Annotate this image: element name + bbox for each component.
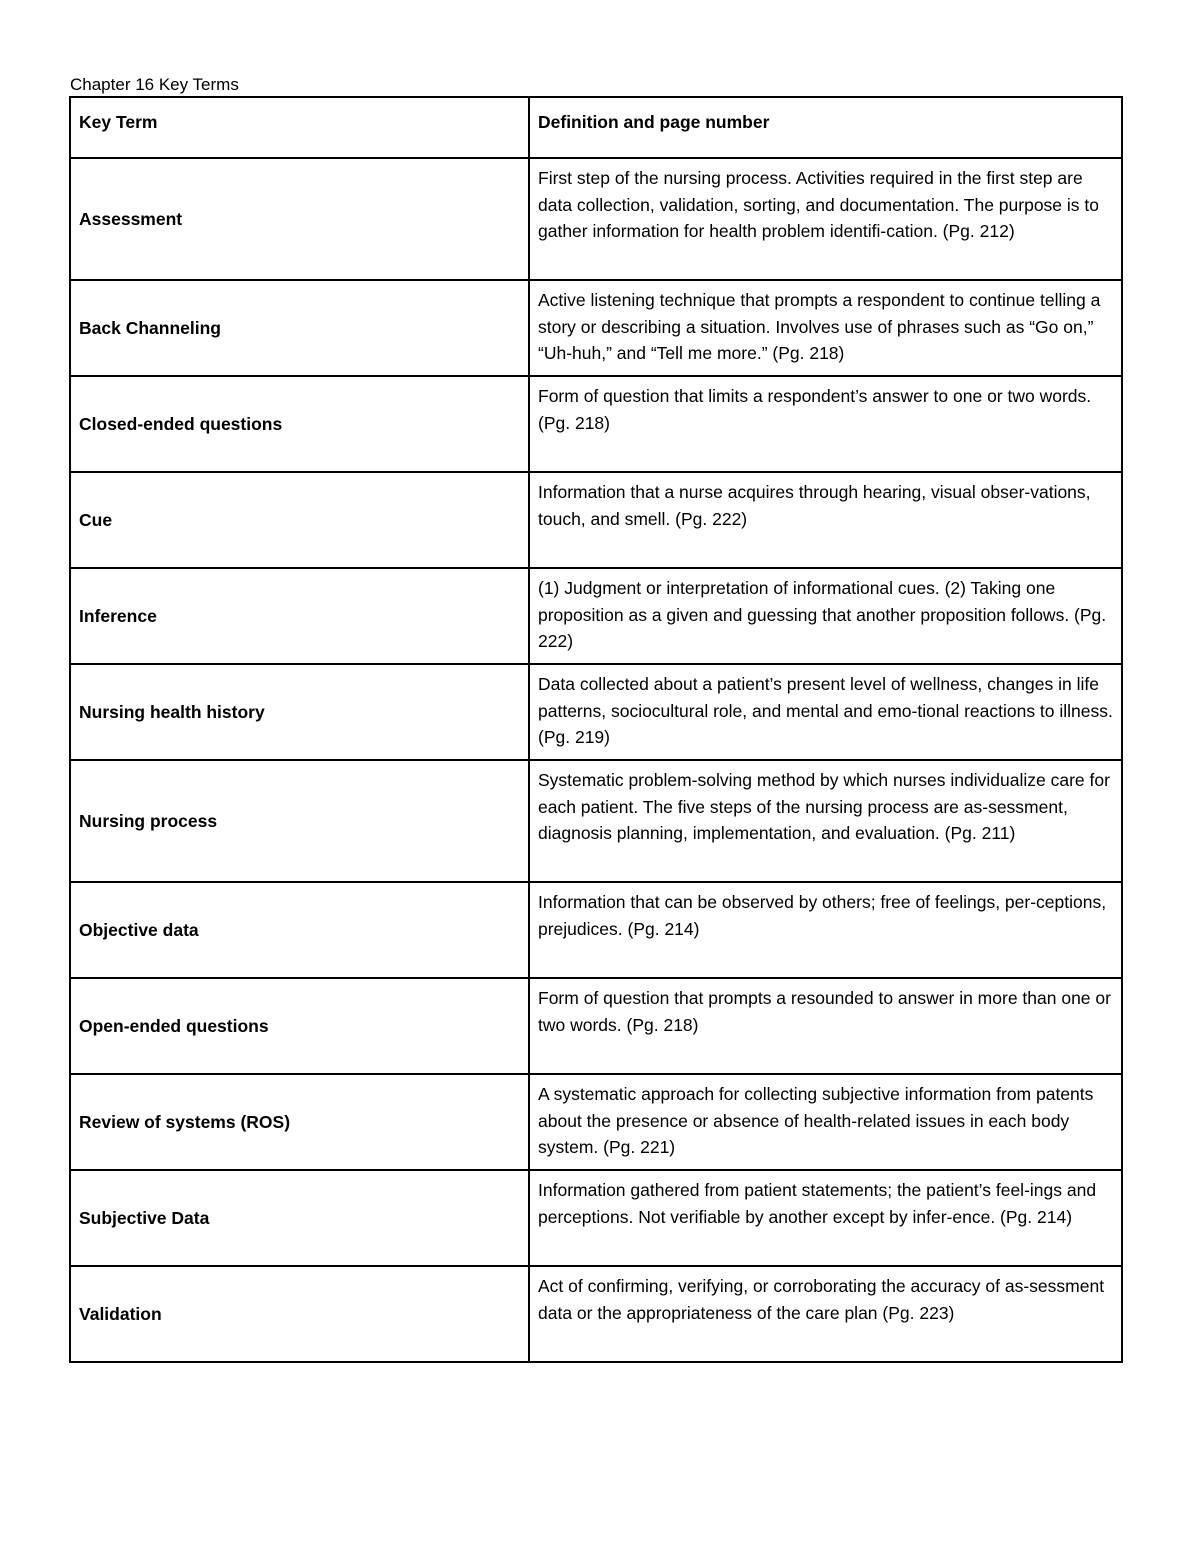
definition-cell: Information that a nurse acquires through hearing, visual obser-vations, touch, and smell. (Pg. 222) <box>529 472 1122 568</box>
table-row <box>70 280 1122 376</box>
table-row <box>70 1170 1122 1266</box>
term-cell: Cue <box>70 472 529 568</box>
header-key-term: Key Term <box>70 97 529 158</box>
term-cell: Review of systems (ROS) <box>70 1074 529 1170</box>
document-title: Chapter 16 Key Terms <box>70 75 239 94</box>
term-cell: Nursing process <box>70 760 529 882</box>
table-row <box>70 376 1122 472</box>
term-cell: Validation <box>70 1266 529 1362</box>
key-terms-table <box>69 96 1123 1363</box>
table-row <box>70 472 1122 568</box>
term-cell: Assessment <box>70 158 529 280</box>
term-cell: Closed-ended questions <box>70 376 529 472</box>
definition-cell: First step of the nursing process. Activities required in the first step are data collection, validation, sorting, and documentation. The purpose is to gather information for health problem identifi-cation. (Pg. 212) <box>529 158 1122 280</box>
definition-cell: Information that can be observed by others; free of feelings, per-ceptions, prejudices. (Pg. 214) <box>529 882 1122 978</box>
term-cell: Nursing health history <box>70 664 529 760</box>
table-row <box>70 1266 1122 1362</box>
definition-cell: Active listening technique that prompts a respondent to continue telling a story or describing a situation. Involves use of phrases such as “Go on,” “Uh-huh,” and “Tell me more.” (Pg. 218) <box>529 280 1122 376</box>
definition-cell: Form of question that prompts a resounded to answer in more than one or two words. (Pg. 218) <box>529 978 1122 1074</box>
header-definition: Definition and page number <box>529 97 1122 158</box>
table-row <box>70 882 1122 978</box>
definition-cell: Systematic problem-solving method by which nurses individualize care for each patient. The five steps of the nursing process are as-sessment, diagnosis planning, implementation, and evaluation. (Pg. 211) <box>529 760 1122 882</box>
definition-cell: (1) Judgment or interpretation of informational cues. (2) Taking one proposition as a given and guessing that another proposition follows. (Pg. 222) <box>529 568 1122 664</box>
definition-cell: Act of confirming, verifying, or corroborating the accuracy of as-sessment data or the appropriateness of the care plan (Pg. 223) <box>529 1266 1122 1362</box>
table-row <box>70 568 1122 664</box>
definition-cell: Information gathered from patient statements; the patient’s feel-ings and perceptions. Not verifiable by another except by infer-ence. (Pg. 214) <box>529 1170 1122 1266</box>
definition-cell: A systematic approach for collecting subjective information from patents about the presence or absence of health-related issues in each body system. (Pg. 221) <box>529 1074 1122 1170</box>
table-row <box>70 1074 1122 1170</box>
table-row <box>70 664 1122 760</box>
term-cell: Subjective Data <box>70 1170 529 1266</box>
definition-cell: Data collected about a patient’s present level of wellness, changes in life patterns, sociocultural role, and mental and emo-tional reactions to illness. (Pg. 219) <box>529 664 1122 760</box>
table-header-row <box>70 97 1122 158</box>
term-cell: Objective data <box>70 882 529 978</box>
definition-cell: Form of question that limits a respondent’s answer to one or two words. (Pg. 218) <box>529 376 1122 472</box>
term-cell: Open-ended questions <box>70 978 529 1074</box>
term-cell: Inference <box>70 568 529 664</box>
table-row <box>70 978 1122 1074</box>
term-cell: Back Channeling <box>70 280 529 376</box>
table-row <box>70 760 1122 882</box>
table-row <box>70 158 1122 280</box>
